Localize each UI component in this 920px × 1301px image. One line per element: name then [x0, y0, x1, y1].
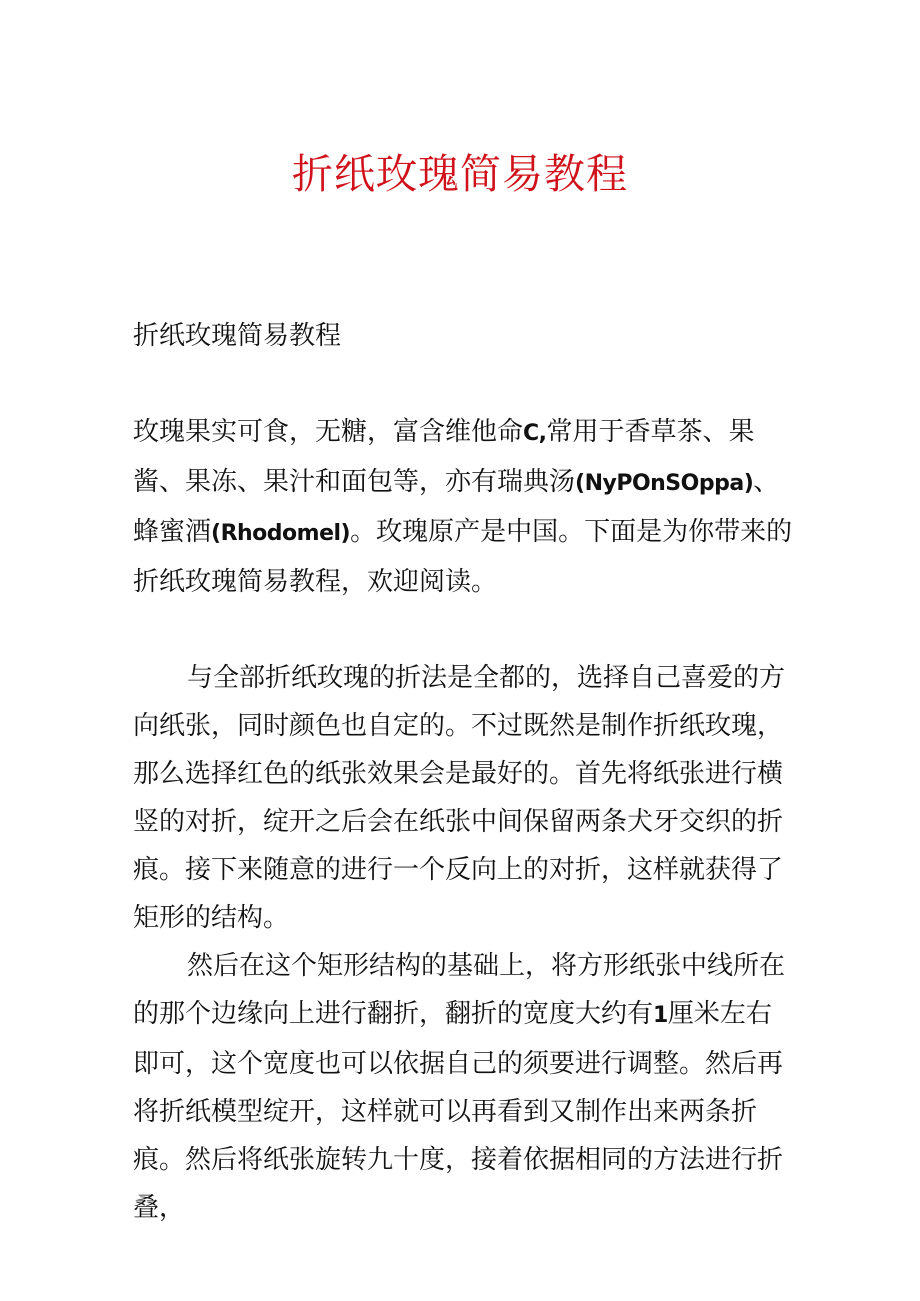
body-paragraph-1: 与全部折纸玫瑰的折法是全都的，选择自己喜爱的方向纸张，同时颜色也自定的。不过既然是制作折纸玫瑰，那么选择红色的纸张效果会是最好的。首先将纸张进行横竖的对折，绽开之后会在纸张中间保留两条犬牙交织的折痕。接下来随意的进行一个反向上的对折，这样就获得了矩形的结构。	[133, 663, 786, 933]
intro-mead-name: (Rhodomel)	[211, 521, 351, 546]
intro-text-2: 常用于香草茶、果酱、果冻、果汁和面包等，亦有瑞典汤	[133, 417, 755, 497]
intro-text-1: 玫瑰果实可食，无糖，富含维他命	[133, 417, 524, 447]
paragraph-2-width-value: 1	[653, 1003, 668, 1028]
paragraph-2-text-1: 然后在这个矩形结构的基础上，将方形纸张中线所在的那个边缘向上进行翻折，翻折的宽度大约有	[133, 951, 786, 1029]
document-subtitle: 折纸玫瑰简易教程	[133, 321, 342, 351]
intro-paragraph	[133, 408, 793, 606]
document-body	[133, 312, 793, 1232]
body-paragraph-2	[133, 942, 793, 1232]
paragraph-2-text-2: 厘米左右即可，这个宽度也可以依据自己的须要进行调整。然后再将折纸模型绽开，这样就可以再看到又制作出来两条折痕。然后将纸张旋转九十度，接着依据相同的方法进行折叠，	[133, 999, 784, 1223]
intro-soup-name: (NyPOnSOppa)	[575, 471, 754, 496]
document-title: 折纸玫瑰简易教程	[292, 150, 628, 198]
intro-text-3: 、蜂蜜酒	[133, 467, 780, 547]
intro-vitamin: C,	[523, 421, 547, 446]
intro-text-4: 。玫瑰原产是中国。下面是为你带来的折纸玫瑰简易教程，欢迎阅读。	[133, 517, 793, 597]
